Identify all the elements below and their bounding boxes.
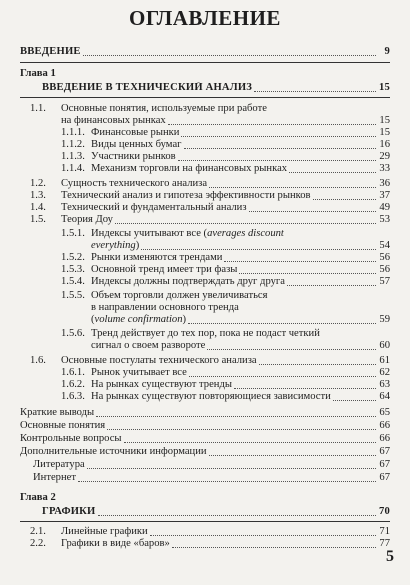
dot-leader bbox=[209, 187, 376, 188]
title-italic: volume confirmation bbox=[94, 314, 183, 325]
toc-entry-page: 33 bbox=[379, 163, 390, 174]
toc-entry-title: Технический и фундаментальный анализ bbox=[61, 202, 247, 213]
toc-entry-page: 49 bbox=[379, 202, 390, 213]
toc-entry-number: 1.5.6. bbox=[61, 328, 85, 339]
dot-leader bbox=[313, 199, 376, 200]
dot-leader bbox=[96, 416, 376, 417]
toc-entry[interactable] bbox=[61, 379, 390, 391]
toc-entry-page: 67 bbox=[379, 472, 390, 483]
dot-leader bbox=[107, 429, 376, 430]
toc-entry-page: 15 bbox=[379, 115, 390, 126]
toc-entry[interactable] bbox=[61, 127, 390, 139]
page-title: ОГЛАВЛЕНИЕ bbox=[129, 6, 281, 30]
toc-entry[interactable] bbox=[61, 264, 390, 276]
toc-entry-title: ГРАФИКИ bbox=[42, 506, 96, 517]
toc-entry-title: Основные постулаты технического анализа bbox=[61, 355, 257, 366]
toc-entry[interactable] bbox=[30, 526, 390, 538]
chapter-label: Глава 2 bbox=[20, 492, 56, 503]
toc-entry[interactable] bbox=[61, 252, 390, 264]
toc-entry-number: 1.6.3. bbox=[61, 391, 85, 402]
dot-leader bbox=[115, 223, 376, 224]
dot-leader bbox=[234, 388, 376, 389]
toc-entry-title: Графики в виде «баров» bbox=[61, 538, 170, 549]
dot-leader bbox=[184, 148, 377, 149]
dot-leader bbox=[87, 468, 376, 469]
toc-entry-page: 54 bbox=[379, 240, 390, 251]
dot-leader bbox=[259, 364, 376, 365]
toc-entry-page: 67 bbox=[379, 459, 390, 470]
chapter-label: Глава 1 bbox=[20, 68, 56, 79]
toc-entry-title: Механизм торговли на финансовых рынках bbox=[91, 163, 288, 174]
toc-entry-page: 15 bbox=[379, 82, 390, 93]
toc-entry-number: 1.3. bbox=[30, 190, 46, 201]
toc-entry-title: Основные понятия bbox=[20, 420, 106, 431]
divider bbox=[20, 521, 390, 522]
dot-leader bbox=[172, 547, 376, 548]
toc-entry-number: 1.1.1. bbox=[61, 127, 85, 138]
toc-entry-page: 56 bbox=[379, 252, 390, 263]
toc-entry-number: 1.1.2. bbox=[61, 139, 85, 150]
dot-leader bbox=[78, 481, 376, 482]
divider bbox=[20, 97, 390, 98]
toc-entry-title: Дополнительные источники информации bbox=[20, 446, 207, 457]
dot-leader bbox=[207, 349, 376, 350]
toc-entry-page: 63 bbox=[379, 379, 390, 390]
title-text: ( bbox=[91, 314, 95, 325]
toc-entry[interactable] bbox=[30, 202, 390, 214]
toc-entry-number: 1.6. bbox=[30, 355, 46, 366]
dot-leader bbox=[287, 285, 376, 286]
toc-entry-page: 36 bbox=[379, 178, 390, 189]
toc-entry-page: 66 bbox=[379, 420, 390, 431]
toc-entry-title: Индексы должны подтверждать друг друга bbox=[91, 276, 285, 287]
toc-entry[interactable] bbox=[30, 355, 390, 367]
toc-entry-title bbox=[91, 240, 139, 252]
toc-entry-page: 57 bbox=[379, 276, 390, 287]
toc-entry[interactable] bbox=[20, 407, 390, 419]
toc-entry-page: 16 bbox=[379, 139, 390, 150]
toc-entry-title: сигнал о своем развороте bbox=[91, 340, 206, 351]
toc-entry-title: Финансовые рынки bbox=[91, 127, 180, 138]
toc-entry[interactable] bbox=[61, 139, 390, 151]
toc-entry-number: 1.5. bbox=[30, 214, 46, 225]
toc-entry-title: Рынки изменяются трендами bbox=[91, 252, 223, 263]
toc-entry-page: 67 bbox=[379, 446, 390, 457]
toc-entry-number: 1.6.1. bbox=[61, 367, 85, 378]
toc-entry[interactable] bbox=[61, 290, 390, 302]
toc-entry-title: Сущность технического анализа bbox=[61, 178, 208, 189]
dot-leader bbox=[249, 211, 376, 212]
toc-entry-page: 60 bbox=[379, 340, 390, 351]
chapter-heading[interactable] bbox=[42, 506, 390, 518]
toc-entry[interactable] bbox=[33, 459, 390, 471]
title-text: Индексы учитывают все ( bbox=[91, 228, 208, 239]
toc-entry-page: 15 bbox=[379, 127, 390, 138]
toc-entry-title: на финансовых рынках bbox=[61, 115, 166, 126]
toc-entry-number: 1.1.3. bbox=[61, 151, 85, 162]
toc-entry[interactable] bbox=[61, 163, 390, 175]
toc-entry-title: Тренд действует до тех пор, пока не подаст четкий bbox=[91, 328, 320, 339]
toc-entry[interactable] bbox=[30, 103, 390, 115]
toc-entry-number: 2.1. bbox=[30, 526, 46, 537]
toc-entry-title: ВВЕДЕНИЕ bbox=[20, 46, 81, 57]
toc-entry[interactable] bbox=[61, 328, 390, 340]
toc-entry-page: 61 bbox=[379, 355, 390, 366]
dot-leader bbox=[98, 515, 377, 516]
toc-entry[interactable] bbox=[61, 228, 390, 240]
toc-entry-page: 64 bbox=[379, 391, 390, 402]
dot-leader bbox=[124, 442, 376, 443]
toc-entry-title: Основные понятия, используемые при работе bbox=[61, 103, 267, 114]
toc-entry[interactable] bbox=[61, 115, 390, 127]
divider bbox=[20, 62, 390, 63]
toc-entry-title bbox=[91, 228, 284, 240]
toc-entry[interactable] bbox=[61, 367, 390, 379]
toc-entry-title: Рынок учитывает все bbox=[91, 367, 187, 378]
toc-entry[interactable] bbox=[30, 214, 390, 226]
dot-leader bbox=[224, 261, 376, 262]
toc-entry-title: Участники рынков bbox=[91, 151, 176, 162]
dot-leader bbox=[333, 400, 376, 401]
page-number: 5 bbox=[386, 548, 394, 565]
toc-entry-page: 37 bbox=[379, 190, 390, 201]
dot-leader bbox=[188, 323, 376, 324]
dot-leader bbox=[141, 249, 376, 250]
toc-entry[interactable] bbox=[20, 433, 390, 445]
dot-leader bbox=[83, 55, 376, 56]
toc-entry-title: На рынках существуют тренды bbox=[91, 379, 232, 390]
toc-entry[interactable] bbox=[30, 538, 390, 550]
dot-leader bbox=[168, 124, 376, 125]
toc-entry[interactable] bbox=[91, 302, 390, 314]
toc-entry-title: Основной тренд имеет три фазы bbox=[91, 264, 238, 275]
title-italic: averages discount bbox=[207, 228, 284, 239]
toc-entry[interactable] bbox=[33, 472, 390, 484]
dot-leader bbox=[239, 273, 376, 274]
dot-leader bbox=[254, 91, 376, 92]
toc-entry[interactable] bbox=[20, 446, 390, 458]
toc-entry-title: На рынках существуют повторяющиеся зависимости bbox=[91, 391, 331, 402]
toc-entry[interactable] bbox=[61, 391, 390, 403]
toc-entry-number: 1.1.4. bbox=[61, 163, 85, 174]
title-italic: everything bbox=[91, 240, 136, 251]
toc-entry-title: в направлении основного тренда bbox=[91, 302, 239, 313]
dot-leader bbox=[289, 172, 376, 173]
dot-leader bbox=[181, 136, 376, 137]
toc-entry[interactable] bbox=[61, 151, 390, 163]
toc-entry[interactable] bbox=[91, 314, 390, 326]
toc-entry-number: 1.5.4. bbox=[61, 276, 85, 287]
chapter-heading[interactable] bbox=[42, 82, 390, 94]
toc-entry-number: 1.4. bbox=[30, 202, 46, 213]
toc-entry-number: 1.6.2. bbox=[61, 379, 85, 390]
title-text: ) bbox=[182, 314, 187, 325]
toc-entry[interactable] bbox=[20, 420, 390, 432]
toc-entry-title: Литература bbox=[33, 459, 85, 470]
toc-entry-number: 1.5.2. bbox=[61, 252, 85, 263]
toc-entry-page: 62 bbox=[379, 367, 390, 378]
dot-leader bbox=[150, 535, 376, 536]
toc-entry-title: Контрольные вопросы bbox=[20, 433, 122, 444]
toc-entry-page: 71 bbox=[379, 526, 390, 537]
toc-entry-number: 1.1. bbox=[30, 103, 46, 114]
toc-entry-title bbox=[91, 314, 186, 326]
toc-entry-page: 70 bbox=[379, 506, 390, 517]
toc-entry-number: 1.5.3. bbox=[61, 264, 85, 275]
toc-entry-title: Краткие выводы bbox=[20, 407, 95, 418]
toc-entry-number: 1.5.1. bbox=[61, 228, 85, 239]
toc-entry-page: 59 bbox=[379, 314, 390, 325]
toc-entry-page: 56 bbox=[379, 264, 390, 275]
toc-entry[interactable] bbox=[61, 276, 390, 288]
toc-entry-title: Виды ценных бумаг bbox=[91, 139, 182, 150]
toc-entry[interactable] bbox=[30, 190, 390, 202]
toc-entry-page: 65 bbox=[379, 407, 390, 418]
toc-entry[interactable] bbox=[91, 340, 390, 352]
toc-entry-page: 9 bbox=[384, 46, 390, 57]
toc-entry-title: Технический анализ и гипотеза эффективности рынков bbox=[61, 190, 311, 201]
toc-entry-title: Линейные графики bbox=[61, 526, 148, 537]
toc-entry-page: 53 bbox=[379, 214, 390, 225]
dot-leader bbox=[189, 376, 376, 377]
toc-entry-page: 29 bbox=[379, 151, 390, 162]
toc-entry-title: ВВЕДЕНИЕ В ТЕХНИЧЕСКИЙ АНАЛИЗ bbox=[42, 82, 253, 93]
toc-entry-number: 2.2. bbox=[30, 538, 46, 549]
toc-entry[interactable] bbox=[30, 178, 390, 190]
toc-entry-title: Объем торговли должен увеличиваться bbox=[91, 290, 268, 301]
toc-entry-number: 1.5.5. bbox=[61, 290, 85, 301]
toc-entry-page: 66 bbox=[379, 433, 390, 444]
dot-leader bbox=[209, 455, 376, 456]
toc-entry-title: Интернет bbox=[33, 472, 76, 483]
toc-entry-number: 1.2. bbox=[30, 178, 46, 189]
title-text: ) bbox=[135, 240, 140, 251]
dot-leader bbox=[178, 160, 376, 161]
toc-entry-title: Теория Доу bbox=[61, 214, 113, 225]
toc-entry-intro[interactable] bbox=[20, 46, 390, 58]
toc-entry-page: 77 bbox=[379, 538, 390, 549]
toc-entry[interactable] bbox=[91, 240, 390, 252]
